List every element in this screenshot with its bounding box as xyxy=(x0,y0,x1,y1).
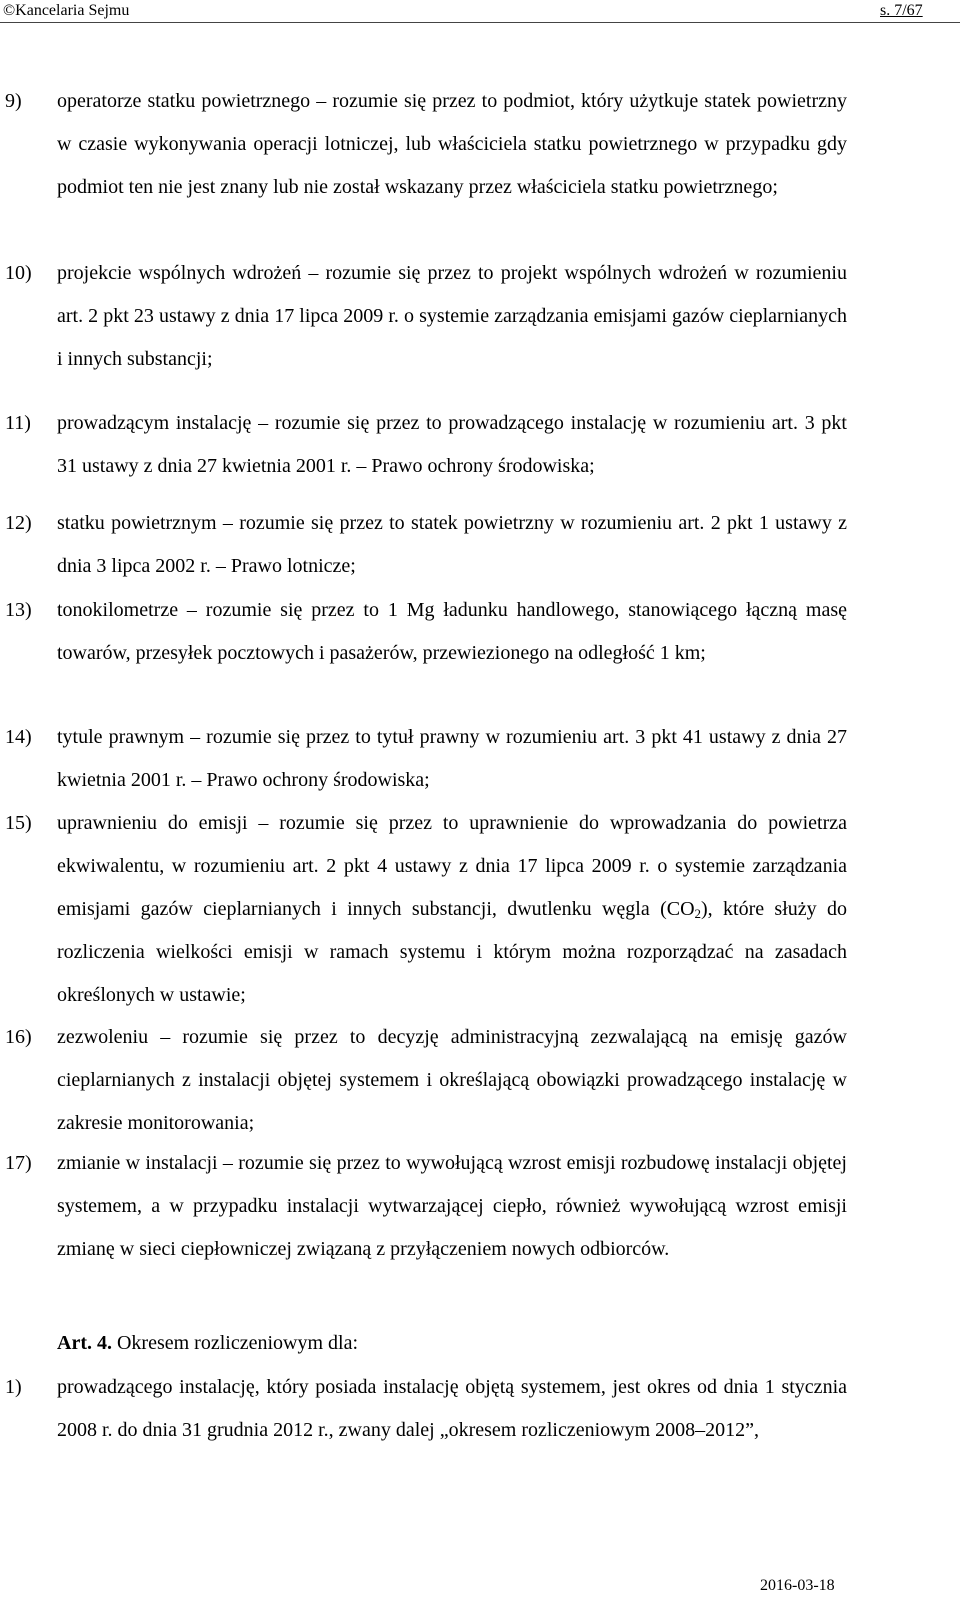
item-text: prowadzącym instalację – rozumie się przez to prowadzącego instalację w rozumieniu art. 3 pkt 31 ustawy z dnia 27 kwietnia 2001 r. – Prawo ochrony środowiska; xyxy=(57,412,847,477)
item-text: statku powietrznym – rozumie się przez to statek powietrzny w rozumieniu art. 2 pkt 1 ustawy z dnia 3 lipca 2002 r. – Prawo lotnicze; xyxy=(57,512,847,577)
item-number: 12) xyxy=(5,512,32,534)
footer-date: 2016-03-18 xyxy=(760,1577,835,1594)
page-header xyxy=(0,0,960,22)
item-number: 1) xyxy=(5,1376,22,1398)
item-text: projekcie wspólnych wdrożeń – rozumie się przez to projekt wspólnych wdrożeń w rozumieniu art. 2 pkt 23 ustawy z dnia 17 lipca 2009 r. o systemie zarządzania emisjami gazów cieplarnianych i innych substancji; xyxy=(57,262,847,370)
item-number: 14) xyxy=(5,726,32,748)
item-text-part: uprawnieniu do emisji – rozumie się przez to uprawnienie do wprowadzania do powietrza ekwiwalentu, w rozumieniu art. 2 pkt 4 ustawy z dnia 17 lipca 2009 r. o systemie zarządzania emisjami gazów cieplarnianych i innych substancji, dwutlenku węgla (CO xyxy=(57,812,847,920)
item-number: 17) xyxy=(5,1152,32,1174)
co2-subscript: 2 xyxy=(694,906,702,921)
item-number: 15) xyxy=(5,812,32,834)
item-text: zmianie w instalacji – rozumie się przez to wywołującą wzrost emisji rozbudowę instalacji objętej systemem, a w przypadku instalacji wytwarzającej ciepło, również wywołującą wzrost emisji zmianę w sieci ciepłowniczej związaną z przyłączeniem nowych odbiorców. xyxy=(57,1152,847,1260)
item-text xyxy=(57,802,847,1017)
article-label: Art. 4. xyxy=(57,1332,112,1354)
article-heading-line xyxy=(57,1322,358,1365)
item-text: tonokilometrze – rozumie się przez to 1 Mg ładunku handlowego, stanowiącego łączną masę towarów, przesyłek pocztowych i pasażerów, przewiezionego na odległość 1 km; xyxy=(57,599,847,664)
item-number: 16) xyxy=(5,1026,32,1048)
article-text: Okresem rozliczeniowym dla: xyxy=(116,1332,359,1354)
header-divider xyxy=(0,22,960,23)
item-number: 13) xyxy=(5,599,32,621)
item-number: 10) xyxy=(5,262,32,284)
item-text-part: ), które służy do rozliczenia wielkości emisji w ramach systemu i którym można rozporządzać na zasadach określonych w ustawie; xyxy=(57,898,847,1006)
item-number: 11) xyxy=(5,412,31,434)
item-text: zezwoleniu – rozumie się przez to decyzję administracyjną zezwalającą na emisję gazów cieplarnianych z instalacji objętej systemem i określającą obowiązki prowadzącego instalację w zakresie monitorowania; xyxy=(57,1026,847,1134)
item-text: tytule prawnym – rozumie się przez to tytuł prawny w rozumieniu art. 3 pkt 41 ustawy z dnia 27 kwietnia 2001 r. – Prawo ochrony środowiska; xyxy=(57,726,847,791)
header-page-number: s. 7/67 xyxy=(880,2,923,19)
header-publisher: ©Kancelaria Sejmu xyxy=(3,2,130,19)
item-text: prowadzącego instalację, który posiada instalację objętą systemem, jest okres od dnia 1 stycznia 2008 r. do dnia 31 grudnia 2012 r., zwany dalej „okresem rozliczeniowym 2008–2012”, xyxy=(57,1376,847,1441)
item-number: 9) xyxy=(5,90,22,112)
item-text: operatorze statku powietrznego – rozumie się przez to podmiot, który użytkuje statek powietrzny w czasie wykonywania operacji lotniczej, lub właściciela statku powietrznego w przypadku gdy podmiot ten nie jest znany lub nie został wskazany przez właściciela statku powietrznego; xyxy=(57,90,847,198)
